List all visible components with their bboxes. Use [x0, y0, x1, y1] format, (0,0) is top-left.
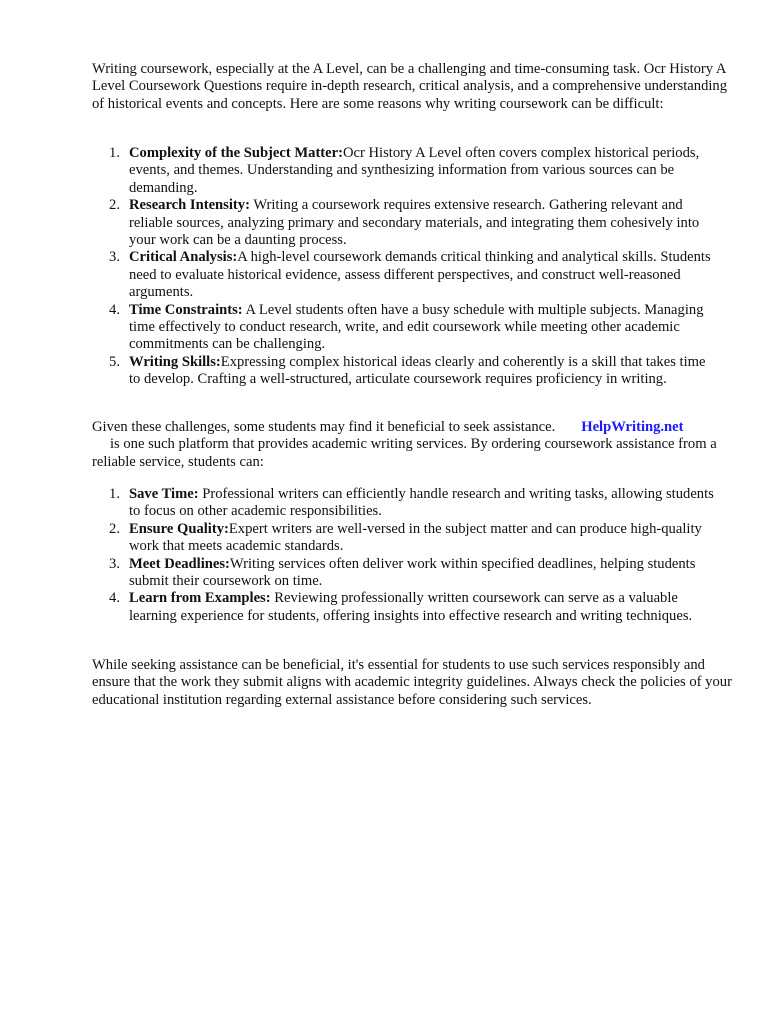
- item-term: Learn from Examples:: [129, 590, 271, 607]
- list-number: 1.: [109, 486, 120, 502]
- list-item: [90, 590, 714, 625]
- list-number: 4.: [109, 301, 120, 318]
- list-number: 1.: [109, 145, 120, 161]
- list-number: 2.: [109, 520, 120, 537]
- item-term: Critical Analysis:: [129, 249, 238, 266]
- list-item: [90, 249, 714, 301]
- list-item: [90, 556, 714, 591]
- list-number: 2.: [109, 197, 120, 214]
- item-term: Meet Deadlines:: [129, 555, 230, 572]
- assistance-text-after: is one such platform that provides academic writing services. By ordering coursework assistance from a reliable service, students can:: [92, 436, 717, 470]
- item-term: Writing Skills:: [129, 353, 221, 370]
- item-term: Complexity of the Subject Matter:: [129, 145, 343, 161]
- helpwriting-link[interactable]: HelpWriting.net: [581, 419, 684, 435]
- item-term: Time Constraints:: [129, 301, 243, 318]
- item-text: A high-level coursework demands critical thinking and analytical skills. Students need to evaluate historical evidence, assess different perspectives, and construct well-reasoned arguments.: [129, 249, 711, 301]
- item-term: Save Time:: [129, 486, 199, 502]
- item-text: Writing services often deliver work within specified deadlines, helping students submit their coursework on time.: [129, 555, 696, 590]
- item-text: Professional writers can efficiently handle research and writing tasks, allowing students to focus on other academic responsibilities.: [129, 486, 714, 520]
- list-item: [90, 354, 714, 389]
- assistance-paragraph: [92, 419, 732, 471]
- list-number: 5.: [109, 353, 120, 370]
- item-term: Research Intensity:: [129, 197, 250, 214]
- item-text: Reviewing professionally written coursework can serve as a valuable learning experience for students, offering insights into effective research and writing techniques.: [129, 590, 693, 624]
- item-term: Ensure Quality:: [129, 520, 229, 537]
- list-item: [90, 302, 714, 354]
- difficulty-list: [90, 145, 714, 389]
- list-number: 3.: [109, 555, 120, 572]
- list-item: [90, 197, 714, 249]
- list-number: 3.: [109, 249, 120, 266]
- item-text: Writing a coursework requires extensive research. Gathering relevant and reliable sources, analyzing primary and secondary materials, and integrating them cohesively into your work can be a daunting process.: [129, 197, 700, 249]
- list-item: [90, 521, 714, 556]
- item-text: A Level students often have a busy schedule with multiple subjects. Managing time effectively to conduct research, write, and edit coursework while meeting other academic commitments can be challenging.: [129, 301, 704, 353]
- closing-paragraph: While seeking assistance can be beneficial, it's essential for students to use such services responsibly and ensure that the work they submit aligns with academic integrity guidelines. Always check the policies of your educational institution regarding external assistance before considering such services.: [92, 657, 732, 708]
- list-item: [90, 486, 714, 521]
- item-text: Ocr History A Level often covers complex historical periods, events, and themes. Understanding and synthesizing information from various sources can be demanding.: [129, 145, 700, 196]
- list-number: 4.: [109, 590, 120, 607]
- item-text: Expressing complex historical ideas clearly and coherently is a skill that takes time to develop. Crafting a well-structured, articulate coursework requires proficiency in writing.: [129, 353, 706, 388]
- assistance-text-before: Given these challenges, some students may find it beneficial to seek assistance.: [92, 419, 556, 435]
- item-text: Expert writers are well-versed in the subject matter and can produce high-quality work that meets academic standards.: [129, 520, 702, 555]
- benefit-list: [90, 486, 714, 625]
- list-item: [90, 145, 714, 197]
- intro-paragraph: Writing coursework, especially at the A Level, can be a challenging and time-consuming task. Ocr History A Level Coursework Questions require in-depth research, critical analysis, and a comprehensive understanding of historical events and concepts. Here are some reasons why writing coursework can be difficult:: [92, 61, 728, 112]
